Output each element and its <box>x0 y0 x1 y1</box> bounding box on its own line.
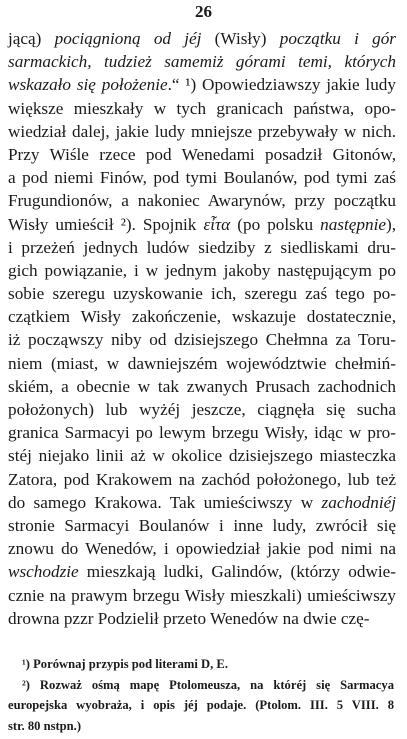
text-line <box>8 282 396 305</box>
page-number: 26 <box>195 2 212 21</box>
text-line <box>8 328 396 351</box>
text-line <box>8 584 396 607</box>
footnotes <box>8 654 394 736</box>
footnote-line: ¹) Porównaj przypis pod literami D, E. <box>22 657 228 671</box>
text-segment: jącą) <box>8 29 55 48</box>
text-line <box>8 375 396 398</box>
text-segment: Frugundionów, a nakoniec Awarynów, przy początku <box>8 191 396 211</box>
text-segment: stéj niejako linii aż w okolice dzisiejszego miasteczka <box>8 446 396 466</box>
text-segment: drowna pzzr Podzielił przeto Wenedów na dwie czę- <box>8 608 370 628</box>
footnote-line: str. 80 nstpn.) <box>8 718 82 733</box>
text-line <box>8 514 396 537</box>
text-segment: i przeżeń jednych ludów siedziby z siedliskami dru- <box>8 237 396 257</box>
text-segment: czątkiem Wisły zakończenie, wskazuje dostatecznie, <box>8 307 396 327</box>
main-text <box>8 27 396 630</box>
text-line <box>8 189 396 212</box>
text-line <box>8 560 396 583</box>
text-segment: ), <box>385 214 397 234</box>
text-line <box>8 50 396 73</box>
text-line <box>8 468 396 491</box>
text-segment: iż począwszy niby od dzisiejszego Chełmna za Toru- <box>8 330 396 350</box>
text-line <box>8 120 396 143</box>
italic-segment: następnie <box>320 214 386 234</box>
text-segment: skiém, a obecnie w tak zwanych Prusach zachodnich <box>8 376 396 396</box>
text-segment: gich powiązanie, i w jednym jakoby następującym po <box>8 260 396 280</box>
text-segment: stronie Sarmacyi Boulanów i inne ludy, zwrócił się <box>8 515 396 535</box>
text-line <box>8 537 396 560</box>
text-segment: Zatora, pod Krakowem na zachód położonego, lub też <box>8 469 396 489</box>
text-line <box>8 421 396 444</box>
italic-segment: zachodniéj <box>321 492 396 512</box>
text-line <box>8 27 396 50</box>
text-line <box>8 143 396 166</box>
text-line <box>8 73 396 96</box>
text-line <box>8 213 396 236</box>
text-line <box>8 97 396 120</box>
text-line <box>8 607 396 630</box>
text-line <box>8 236 396 259</box>
text-line <box>8 352 396 375</box>
italic-segment: wskazało się położenie <box>8 75 168 95</box>
text-segment: .“ ¹) Opowiedziawszy jakie ludy <box>167 75 396 95</box>
text-line <box>8 166 396 189</box>
italic-segment: początku i gór <box>279 29 396 48</box>
footnote-line: ²) Rozważ ośmą mapę Ptolomeusza, na któréj się Sarmacya <box>22 677 394 692</box>
text-segment: znowu do Wenedów, i opowiedział jakie pod nimi na <box>8 539 396 559</box>
italic-segment: wschodzie <box>8 562 79 582</box>
text-segment: Wisły umieścił ²). Spojnik <box>8 214 204 234</box>
text-line <box>8 259 396 282</box>
text-segment: granica Sarmacyi po lewym brzegu Wisły, idąc w pro- <box>8 423 396 443</box>
text-segment: sobie szeregu uzyskowanie ich, szeregu zaś tego po- <box>8 284 396 304</box>
text-segment: niem (miast, w dawniejszém województwie chełmiń- <box>8 353 396 373</box>
text-segment: Przy Wiśle rzece pod Wenedami posadził Gitonów, <box>8 144 396 164</box>
footnote-line: europejska wyobraża, i opis jéj podaje. (Ptolom. III. 5 VIII. 8 <box>8 698 394 712</box>
italic-segment: sarmackich, tudzież samemiż górami temi, których <box>8 52 396 72</box>
text-segment: wiedział dalej, jakie ludy mniejsze przebywały w nich. <box>8 121 396 141</box>
text-segment: położonych) lub wyżéj jeszcze, ciągnęła się sucha <box>8 400 396 419</box>
text-line <box>8 305 396 328</box>
text-segment: a pod niemi Finów, pod tymi Boulanów, pod tymi zaś <box>8 168 396 188</box>
text-segment: do samego Krakowa. Tak umieściwszy w <box>8 492 322 512</box>
italic-segment: pociągnioną od jéj <box>54 29 202 48</box>
text-segment: (Wisły) <box>201 29 280 48</box>
text-line <box>8 398 396 421</box>
text-segment: (po polsku <box>230 214 321 234</box>
text-segment: mieszkają ludki, Galindów, (którzy odwie- <box>78 562 396 582</box>
text-line <box>8 491 396 514</box>
text-segment: cznie na prawym brzegu Wisły mieszkali) umieściwszy <box>8 585 396 605</box>
text-segment: większe mieszkały w tych granicach państwa, opo- <box>8 98 396 118</box>
italic-segment: εἶτα <box>203 214 231 234</box>
text-line <box>8 444 396 467</box>
